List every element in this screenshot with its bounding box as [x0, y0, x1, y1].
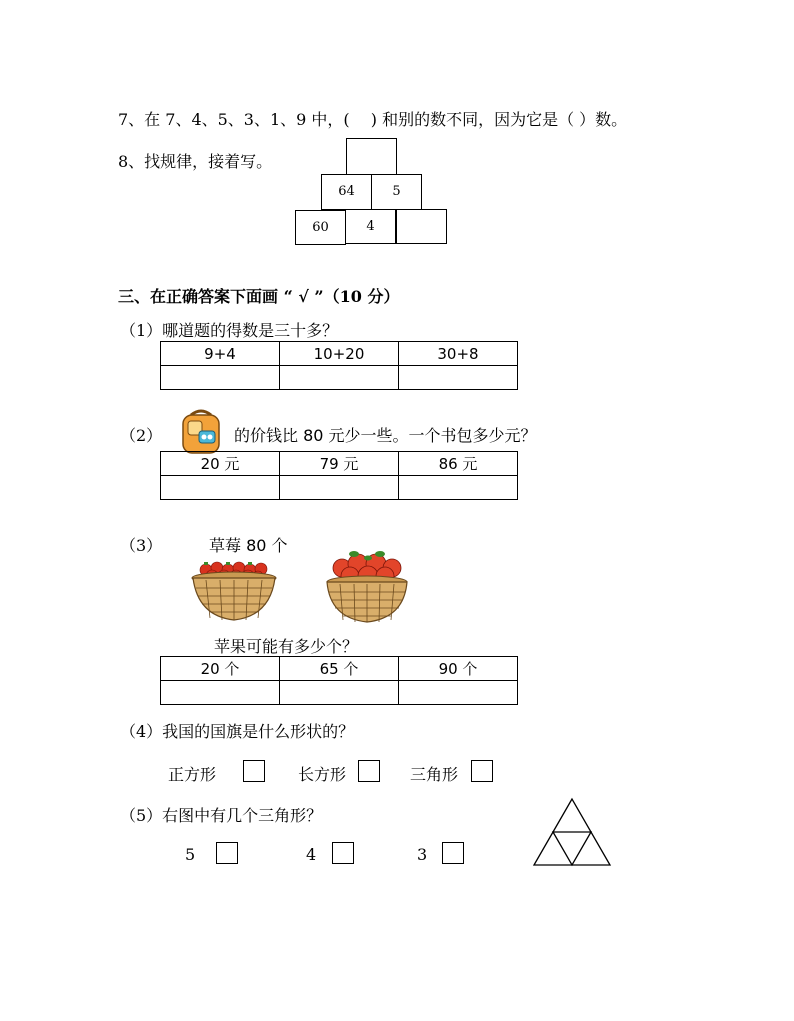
question-7: 7、在 7、4、5、3、1、9 中，( ) 和别的数不同，因为它是（ ）数。	[118, 110, 628, 129]
problem-2-question: 的价钱比 80 元少一些。一个书包多少元？	[234, 426, 537, 445]
pyramid-cell: 64	[321, 174, 372, 210]
pyramid-cell: 60	[295, 210, 346, 245]
option-cell: 10+20	[280, 342, 399, 366]
choice-checkbox[interactable]	[471, 760, 493, 782]
apple-basket-image	[324, 548, 410, 624]
choice-label: 3	[417, 845, 428, 864]
option-cell: 20 元	[161, 452, 280, 476]
problem-2-label: （2）	[120, 426, 163, 445]
option-cell: 65 个	[280, 657, 399, 681]
answer-cell[interactable]	[399, 681, 518, 705]
choice-label: 三角形	[410, 765, 459, 784]
answer-cell[interactable]	[280, 476, 399, 500]
choice-label: 4	[306, 845, 317, 864]
option-cell: 90 个	[399, 657, 518, 681]
option-cell: 20 个	[161, 657, 280, 681]
answer-cell[interactable]	[161, 366, 280, 390]
section-3-title: 三、在正确答案下面画 “ √ ”（10 分）	[118, 287, 400, 306]
problem-4-question: （4）我国的国旗是什么形状的？	[120, 722, 355, 741]
option-cell: 9+4	[161, 342, 280, 366]
answer-cell[interactable]	[161, 681, 280, 705]
question-8: 8、找规律，接着写。	[118, 152, 273, 171]
triangle-figure	[532, 797, 612, 867]
choice-checkbox[interactable]	[243, 760, 265, 782]
answer-cell[interactable]	[399, 366, 518, 390]
option-cell: 86 元	[399, 452, 518, 476]
choice-label: 长方形	[298, 765, 347, 784]
backpack-icon	[177, 407, 225, 455]
choice-checkbox[interactable]	[332, 842, 354, 864]
option-cell: 79 元	[280, 452, 399, 476]
choice-label: 正方形	[168, 765, 217, 784]
strawberry-caption: 草莓 80 个	[209, 536, 288, 555]
pyramid-top-cell[interactable]	[346, 138, 397, 175]
choice-checkbox[interactable]	[216, 842, 238, 864]
choice-checkbox[interactable]	[442, 842, 464, 864]
option-cell: 30+8	[399, 342, 518, 366]
pyramid-cell: 5	[371, 174, 422, 210]
pyramid-blank-cell[interactable]	[396, 209, 447, 244]
problem-3-question: 苹果可能有多少个？	[214, 637, 359, 656]
choice-checkbox[interactable]	[358, 760, 380, 782]
problem-5-question: （5）右图中有几个三角形？	[120, 806, 323, 825]
problem-1-question: （1）哪道题的得数是三十多？	[120, 321, 339, 340]
answer-cell[interactable]	[280, 681, 399, 705]
problem-3-label: （3）	[120, 536, 163, 555]
strawberry-basket-image	[190, 556, 278, 622]
answer-cell[interactable]	[280, 366, 399, 390]
answer-cell[interactable]	[399, 476, 518, 500]
pyramid-cell: 4	[345, 209, 396, 244]
problem-3-table	[160, 656, 518, 705]
problem-2-table	[160, 451, 518, 500]
choice-label: 5	[185, 845, 196, 864]
answer-cell[interactable]	[161, 476, 280, 500]
problem-1-table	[160, 341, 518, 390]
